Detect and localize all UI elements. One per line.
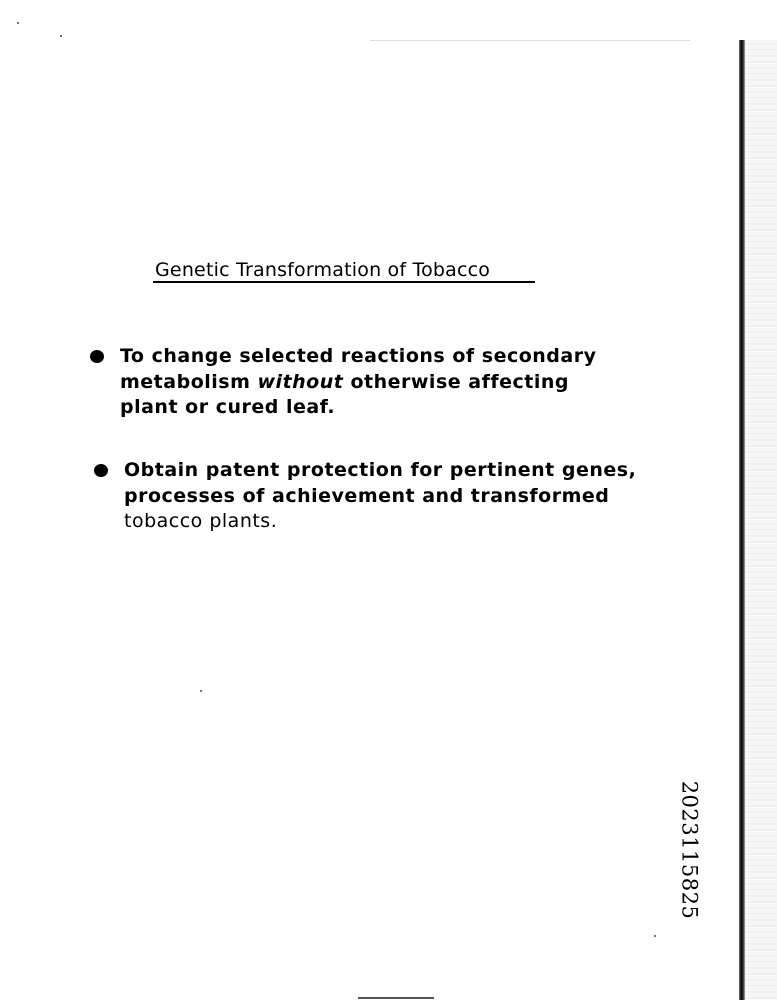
bullet-item (94, 458, 636, 535)
bullet-text (124, 458, 636, 535)
bullet-dot-icon (90, 350, 104, 363)
page-title: Genetic Transformation of Tobacco (155, 259, 491, 281)
scan-right-edge (739, 40, 745, 1000)
scan-top-rule (370, 40, 690, 41)
bullet-line-part: otherwise affecting (343, 370, 569, 393)
document-number-text: 2023115825 (677, 780, 702, 920)
emphasized-word: without (257, 370, 344, 393)
scan-bottom-rule (358, 997, 434, 999)
bullet-line (120, 370, 596, 396)
bullet-item (90, 344, 596, 421)
bullet-line: Obtain patent protection for pertinent genes, (124, 459, 637, 481)
bullet-line-part: metabolism (120, 370, 258, 393)
bullet-line: plant or cured leaf. (120, 396, 336, 418)
scan-speck (60, 35, 62, 37)
bullet-line: processes of achievement and transformed (124, 484, 610, 507)
scan-edge-noise (745, 40, 777, 1000)
scan-speck (654, 935, 656, 937)
bullet-line: tobacco plants. (124, 510, 278, 532)
bullet-line: To change selected reactions of secondary (120, 345, 597, 367)
scan-speck (200, 690, 202, 692)
title-underline (153, 281, 535, 283)
scan-speck (17, 22, 19, 24)
bullet-text (120, 344, 596, 421)
bullet-dot-icon (94, 464, 108, 477)
document-number (678, 780, 700, 920)
